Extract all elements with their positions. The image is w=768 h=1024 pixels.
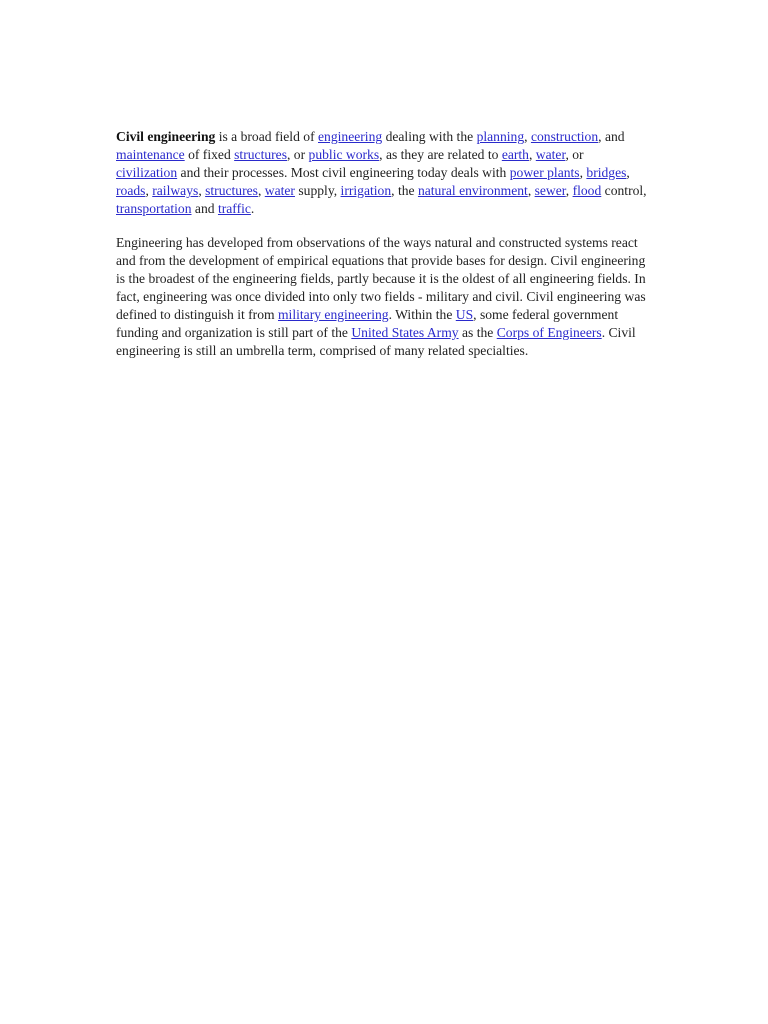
text-run: and (191, 201, 218, 216)
link-natural-environment[interactable]: natural environment (417, 183, 528, 198)
text-run: , (565, 183, 573, 198)
link-power-plants[interactable]: power plants (509, 165, 580, 180)
link-us[interactable]: US (455, 307, 474, 322)
link-military-engineering[interactable]: military engineering (277, 307, 389, 322)
link-engineering[interactable]: engineering (318, 129, 383, 144)
paragraph-history (116, 234, 648, 360)
text-run: as the (458, 325, 497, 340)
link-earth[interactable]: earth (501, 147, 529, 162)
text-run: , (527, 183, 535, 198)
text-run: , (524, 129, 531, 144)
paragraph-intro (116, 128, 648, 218)
text-run: . (250, 201, 255, 216)
text-run: , (198, 183, 206, 198)
link-transportation[interactable]: transportation (116, 201, 192, 216)
link-united-states-army[interactable]: United States Army (351, 325, 459, 340)
text-run: supply, (294, 183, 341, 198)
text-run: , (528, 147, 536, 162)
text-run: , (579, 165, 587, 180)
link-railways[interactable]: railways (152, 183, 199, 198)
text-run: is a broad field of (215, 129, 318, 144)
text-run: Engineering has developed from observations of the ways natural and constructed systems react and from the development of empirical equations that provide bases for design. Civil engineering is the broadest of the engineering fields, partly because it is the oldest of all engineering fields. In fact, engineering was once divided into only two fields - military and civil. Civil engineering was defined to distinguish it from (116, 235, 646, 322)
link-flood[interactable]: flood (572, 183, 602, 198)
link-water-2[interactable]: water (264, 183, 295, 198)
text-run: , and (598, 129, 625, 144)
text-run: , some federal government funding and organization is still part of the (116, 307, 619, 340)
link-maintenance[interactable]: maintenance (116, 147, 185, 162)
link-traffic[interactable]: traffic (217, 201, 251, 216)
article-body (116, 128, 648, 376)
text-run: control, (601, 183, 647, 198)
link-water[interactable]: water (535, 147, 566, 162)
text-run: , as they are related to (379, 147, 502, 162)
link-structures[interactable]: structures (234, 147, 287, 162)
text-run: , or (287, 147, 309, 162)
link-roads[interactable]: roads (116, 183, 146, 198)
text-run: , the (391, 183, 418, 198)
text-run: and their processes. Most civil engineering today deals with (177, 165, 510, 180)
text-run: dealing with the (382, 129, 477, 144)
text-run: , or (565, 147, 584, 162)
link-corps-of-engineers[interactable]: Corps of Engineers (496, 325, 602, 340)
text-run: , (626, 165, 630, 180)
link-civilization[interactable]: civilization (116, 165, 178, 180)
link-bridges[interactable]: bridges (586, 165, 627, 180)
text-run: , (257, 183, 265, 198)
link-structures-2[interactable]: structures (205, 183, 258, 198)
link-irrigation[interactable]: irrigation (340, 183, 392, 198)
link-construction[interactable]: construction (530, 129, 599, 144)
link-sewer[interactable]: sewer (534, 183, 566, 198)
text-run: of fixed (184, 147, 235, 162)
text-run: , (145, 183, 153, 198)
term-heading: Civil engineering (116, 129, 216, 144)
text-run: . Civil engineering is still an umbrella term, comprised of many related specialties. (116, 325, 636, 358)
link-planning[interactable]: planning (476, 129, 525, 144)
text-run: . Within the (388, 307, 456, 322)
link-public-works[interactable]: public works (308, 147, 380, 162)
